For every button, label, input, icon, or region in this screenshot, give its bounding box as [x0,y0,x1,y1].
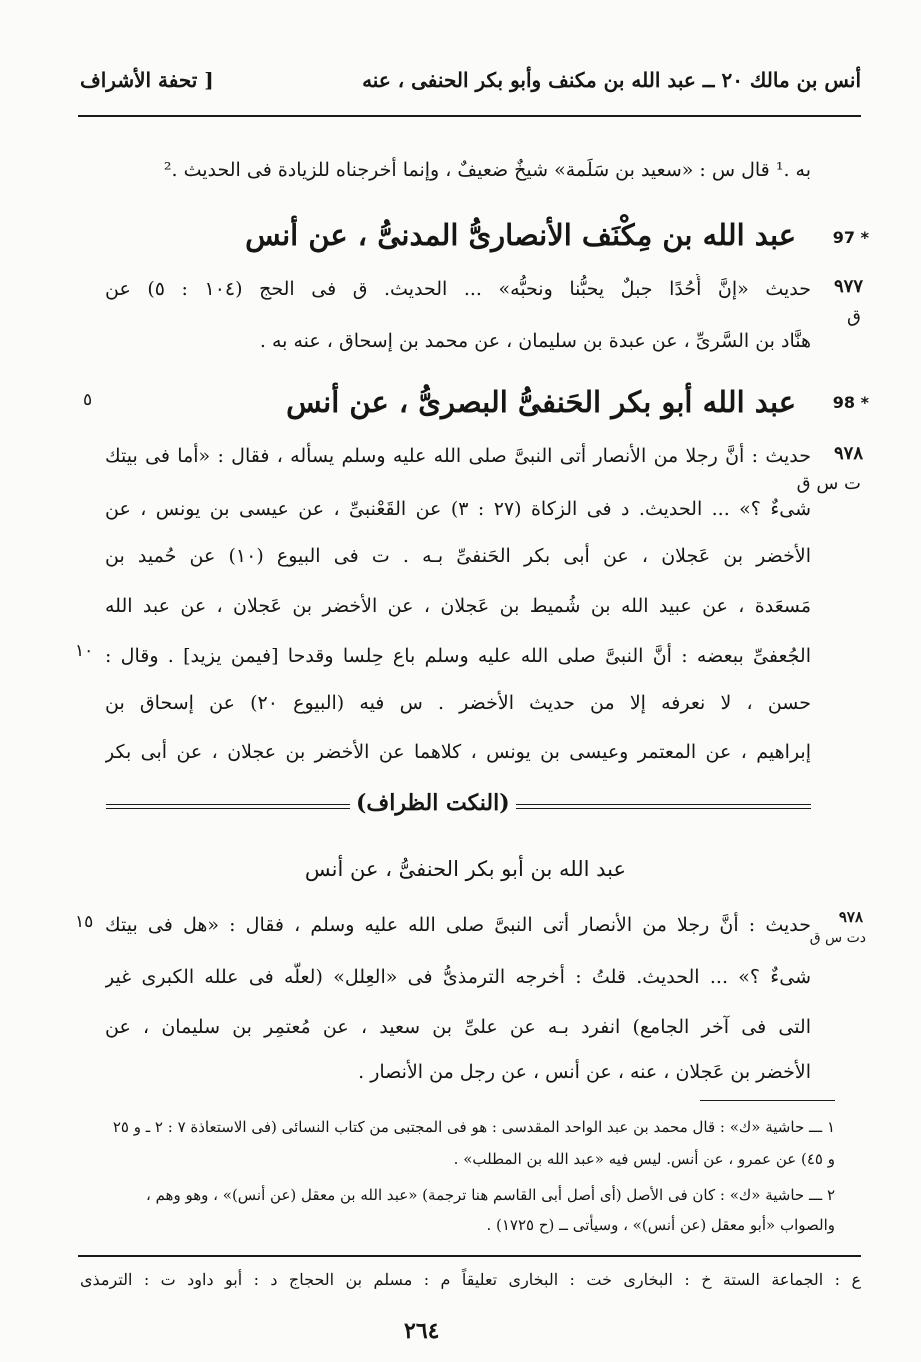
intro-line: به .¹ قال س : «سعيد بن سَلَمة» شيخٌ ضعيفٌ ، وإنما أخرجناه للزيادة فى الحديث .² [163,159,811,181]
hadith-line: إبراهيم ، عن المعتمر وعيسى بن يونس ، كلاهما عن الأخضر بن عجلان ، عن أبى بكر [105,741,811,763]
nukat-subheading: عبد الله بن أبو بكر الحنفىُّ ، عن أنس [304,857,626,881]
hadith-number: ٩٧٨ [838,908,863,926]
hadith-line: الأخضر بن عَجلان ، عن أبى بكر الحَنفىِّ بـه . ت فى البيوع (١٠) عن حُميد بن [105,545,811,567]
page-number: ٢٦٤ [404,1318,440,1344]
section-heading: عبد الله بن مِكْنَف الأنصارىُّ المدنىُّ ، عن أنس [245,218,796,252]
margin-line-number: ٥ [83,390,93,410]
footnote-line: والصواب «أبو معقل (عن أنس)» ، وسيأتى ــ (ح ١٧٢٥) . [486,1216,835,1234]
margin-line-number: ١٠ [75,641,94,661]
legend-rule [78,1255,861,1257]
running-header-book: [ تحفة الأشراف [80,68,214,92]
section-heading: عبد الله أبو بكر الحَنفىُّ البصرىُّ ، عن أنس [286,385,796,419]
section-number: 98 * [832,393,869,412]
hadith-line: هنَّاد بن السَّرىِّ ، عن عبدة بن سليمان ، عن محمد بن إسحاق ، عنه به . [259,330,811,352]
hadith-line: الأخضر بن عَجلان ، عنه ، عن أنس ، عن رجل من الأنصار . [358,1061,811,1083]
hadith-number: ٩٧٧ [833,276,863,297]
hadith-sigla: دت س ق [809,930,866,946]
nukat-title: (النكت الظراف) [350,790,516,816]
hadith-line: حسن ، لا نعرفه إلا من حديث الأخضر . س فيه (البيوع ٢٠) عن إسحاق بن [105,692,811,714]
running-header-title: أنس بن مالك ٢٠ ــ عبد الله بن مكنف وأبو بكر الحنفى ، عنه [362,68,861,92]
hadith-line: مَسعَدة ، عن عبيد الله بن شُميط بن عَجلان ، عن الأخضر بن عَجلان ، عن عبد الله [105,595,811,617]
hadith-number: ٩٧٨ [833,443,863,464]
footnote-rule [700,1100,835,1101]
hadith-line: التى فى آخر الجامع) انفرد بـه عن علىِّ بن سعيد ، عن مُعتمِر بن سليمان ، عن [105,1016,811,1038]
footnote-line: ١ ـــ حاشية «ك» : قال محمد بن عبد الواحد المقدسى : هو فى المجتبى من كتاب النسائى (فى الاستعاذة ٧ : ٢ ـ و ٢٥ [112,1118,835,1136]
hadith-line: حديث : أنَّ رجلا من الأنصار أتى النبىَّ صلى الله عليه وسلم ، فقال : «هل فى بيتك [105,914,811,936]
header-rule [78,115,861,117]
footnote-line: و ٤٥) عن عمرو ، عن أنس. ليس فيه «عبد الله بن المطلب» . [453,1150,835,1168]
abbreviation-legend: ع : الجماعة الستة خ : البخارى خت : البخارى تعليقاً م : مسلم بن الحجاج د : أبو داود ت : الترمذى [80,1270,861,1289]
section-number: 97 * [832,228,869,247]
hadith-sigla: ت س ق [796,473,861,494]
footnote-line: ٢ ـــ حاشية «ك» : كان فى الأصل (أى أصل أبى القاسم هنا ترجمة) «عبد الله بن معقل (عن أنس)» ، وهو وهم ، [145,1186,835,1204]
hadith-line: حديث : أنَّ رجلا من الأنصار أتى النبىَّ صلى الله عليه وسلم يسأله ، فقال : «أما فى بيتك [105,445,811,467]
hadith-line: شىءٌ ؟» ... الحديث. د فى الزكاة (٢٧ : ٣) عن القَعْنبىِّ ، عن عيسى بن يونس ، عن [105,498,811,520]
hadith-line: حديث «إنَّ أُحُدًا جبلٌ يحبُّنا ونحبُّه» ... الحديث. ق فى الحج (١٠٤ : ٥) عن [105,278,811,300]
hadith-line: الجُعفىِّ ببعضه : أنَّ النبىَّ صلى الله عليه وسلم باع حِلسا وقدحا [فيمن يزيد] . وقال : [105,645,811,667]
hadith-sigla: ق [847,306,861,327]
margin-line-number: ١٥ [75,912,94,932]
hadith-line: شىءٌ ؟» ... الحديث. قلتُ : أخرجه الترمذىُّ فى «العِلل» (لعلَّه فى علله الكبرى غير [105,966,811,988]
